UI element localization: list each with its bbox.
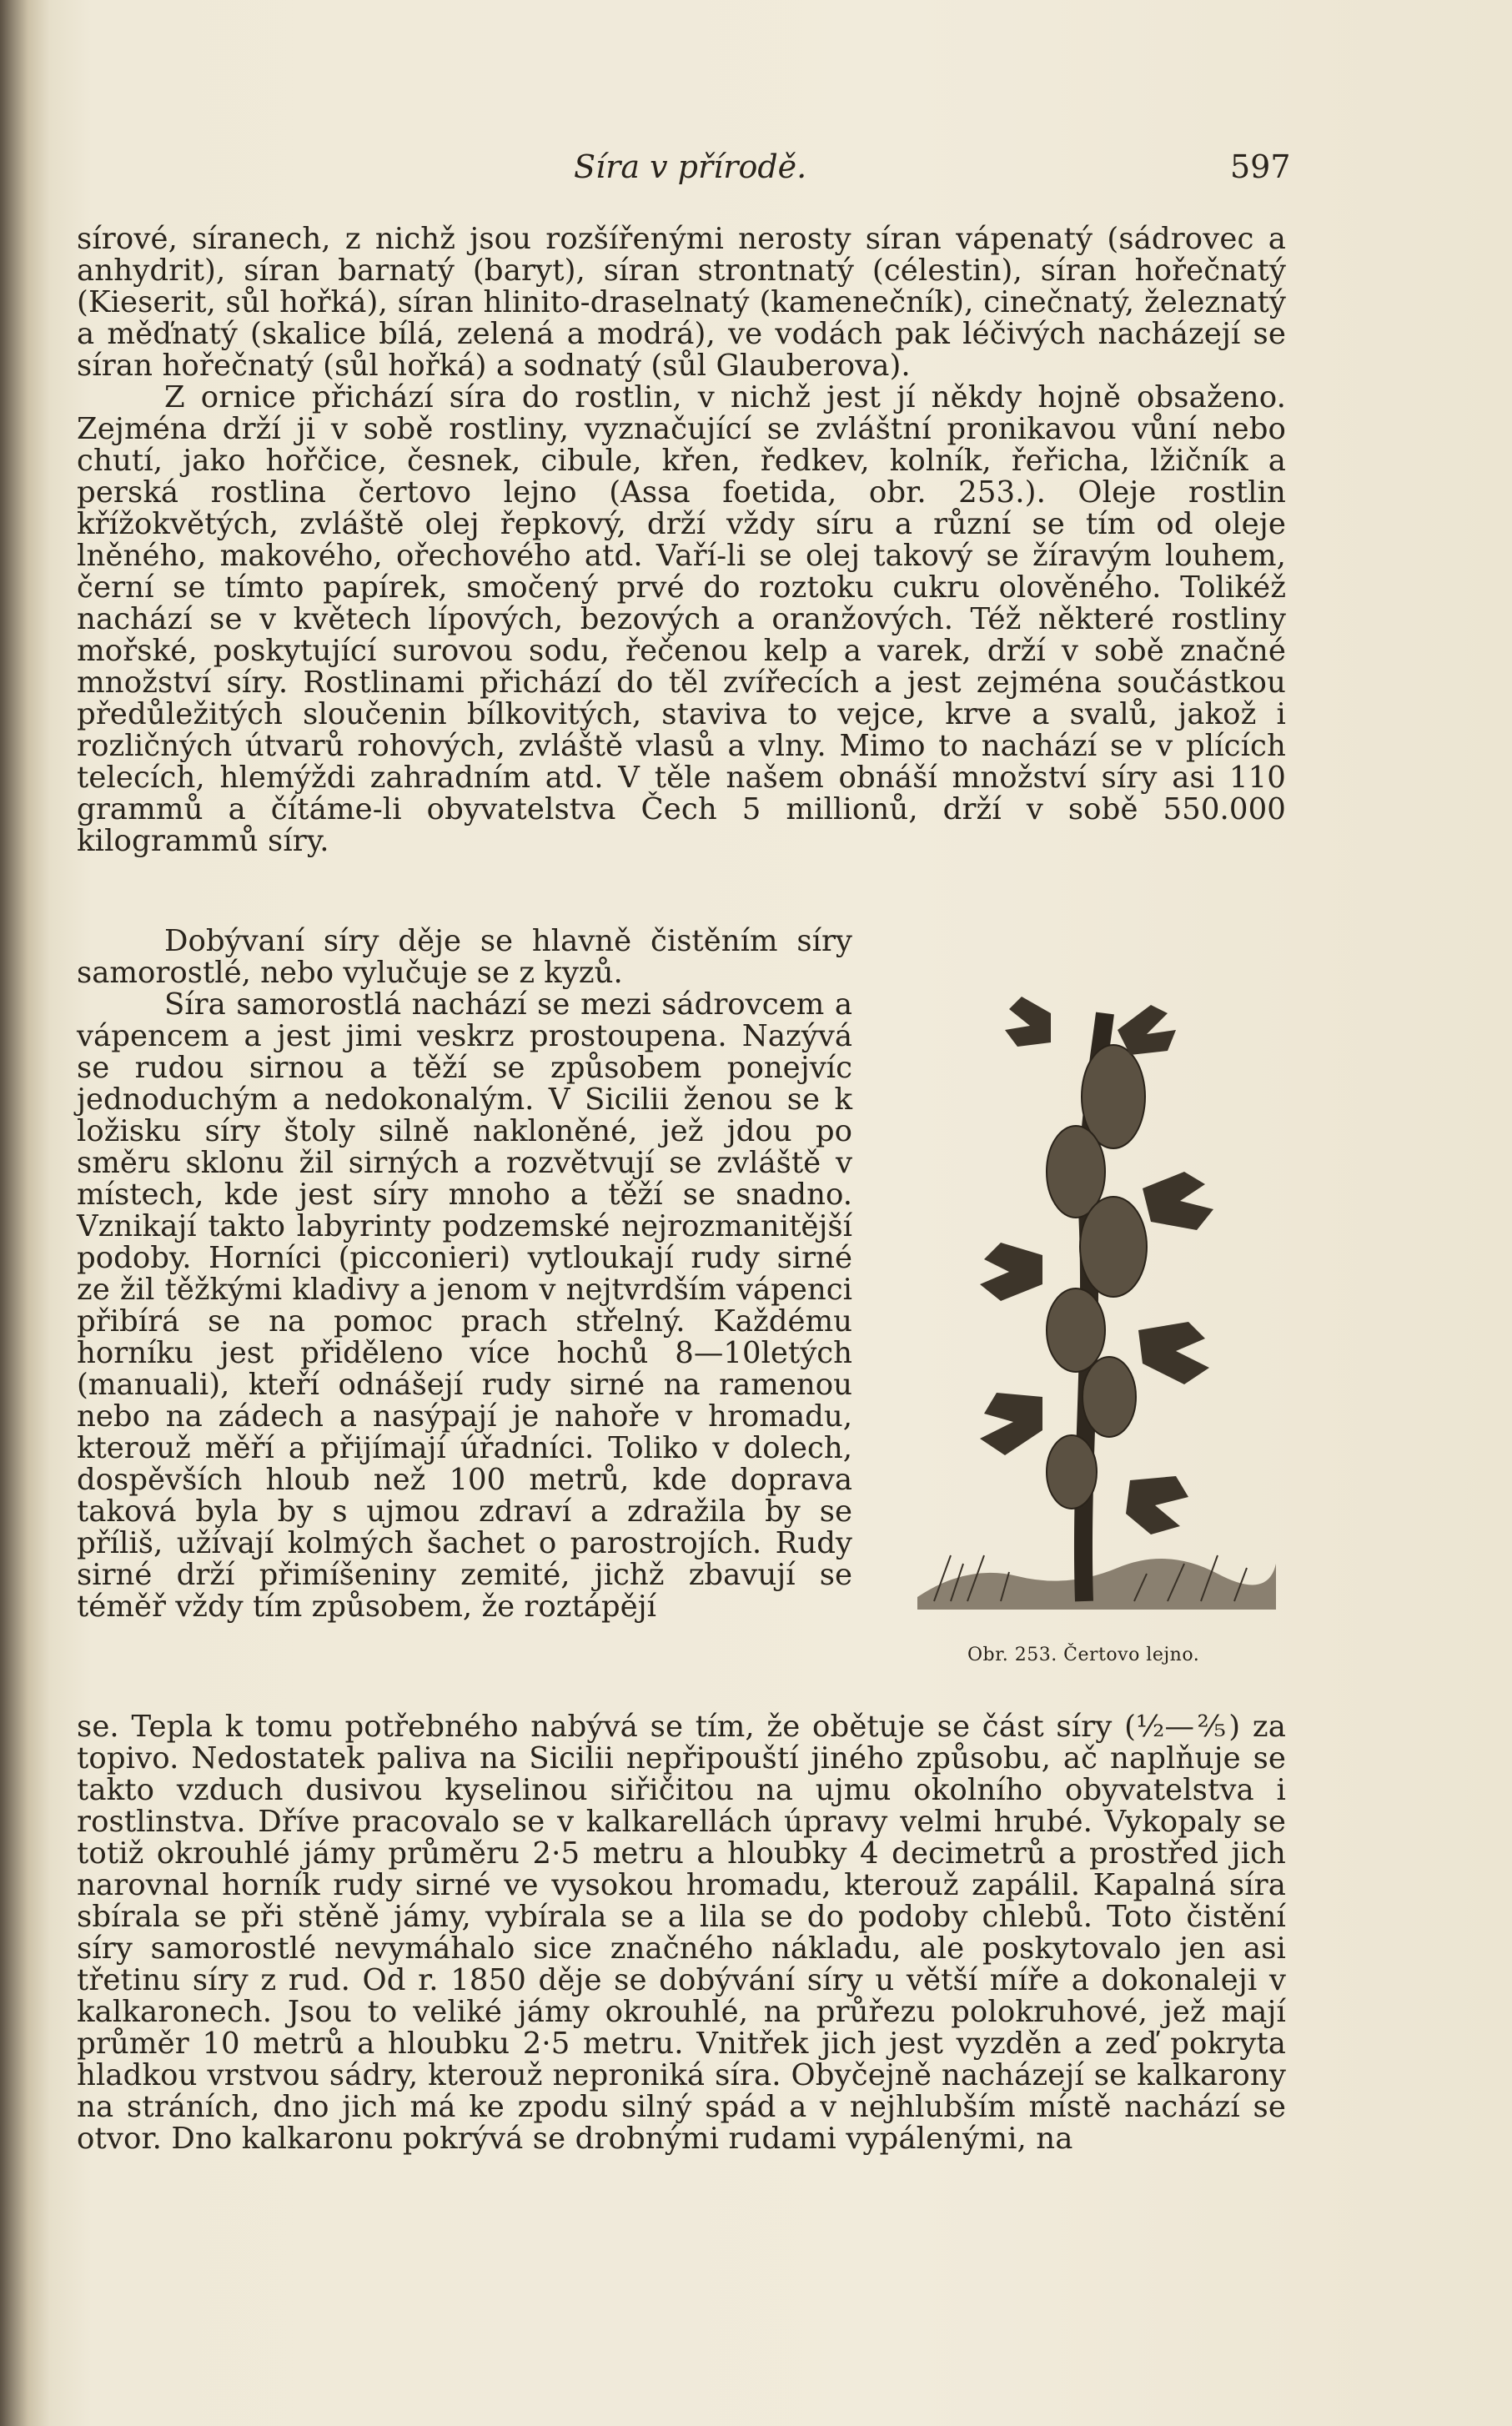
paragraph-5: se. Tepla k tomu potřebného nabývá se tím, že obětuje se část síry (½—⅖) za topivo. Nedostatek paliva na Sicilii nepřipouští jiného způsobu, ač naplňuje se takto vzduch dusivou kyselinou siřičitou na ujmu okolního obyvatelstva i rostlinstva. Dříve pracovalo se v kalkarellách úpravy velmi hrubé. Vykopaly se totiž okrouhlé jámy průměru 2·5 metru a hloubky 4 decimetrů a prostřed jich narovnal horník rudy sirné ve vysokou hromadu, kterouž zapálil. Kapalná síra sbírala se při stěně jámy, vybírala se a lila se do podoby chlebů. Toto čistění síry samorostlé nevymáhalo sice značného nákladu, ale poskytovalo jen asi třetinu síry z rud. Od r. 1850 děje se dobývání síry u větší míře a dokonaleji v kalkaronech. Jsou to veliké jámy okrouhlé, na průřezu polokruhové, jež mají průměr 10 metrů a hloubku 2·5 metru. Vnitřek jich jest vyzděn a zeď pokryta hladkou vrstvou sádry, kterouž neproniká síra. Obyčejně nacházejí se kalkarony na stráních, dno jich má ke zpodu silný spád a v nejhlubším místě nachází se otvor. Dno kalkaronu pokrývá se drobnými rudami vypálenými, na bbox=[77, 1710, 1286, 2156]
paragraph-3: Dobývaní síry děje se hlavně čistěním síry samorostlé, nebo vylučuje se z kyzů. bbox=[77, 924, 852, 990]
illustration-assa-foetida bbox=[917, 980, 1276, 1610]
body-bottom bbox=[77, 1711, 1286, 2155]
paragraph-1: sírové, síranech, z nichž jsou rozšířenými nerosty síran vápenatý (sádrovec a anhydrit), síran barnatý (baryt), síran strontnatý (célestin), síran hořečnatý (Kieserit, sůl hořká), síran hlinito-draselnatý (kamenečník), cinečnatý, železnatý a měďnatý (skalice bílá, zelená a modrá), ve vodách pak léčivých nacházejí se síran hořečnatý (sůl hořká) a sodnatý (sůl Glauberova). bbox=[77, 222, 1286, 383]
running-header-title: Síra v přírodě. bbox=[574, 148, 807, 185]
paragraph-4: Síra samorostlá nachází se mezi sádrovcem a vápencem a jest jimi veskrz prostoupena. Nazývá se rudou sirnou a těží se způsobem ponejvíc jednoduchým a nedokonalým. V Sicilii ženou se k ložisku síry štoly silně nakloněné, jež jdou po směru sklonu žil sirných a rozvětvují se zvláště v místech, kde jest síry mnoho a těží se snadno. Vznikají takto labyrinty podzemské nejrozmanitější podoby. Horníci (picconieri) vytloukají rudy sirné ze žil těžkými kladivy a jenom v nejtvrdším vápenci přibírá se na pomoc prach střelný. Každému horníku jest přiděleno více hochů 8—10letých (manuali), kteří odnášejí rudy sirné na ramenou nebo na zádech a nasýpají je nahoře v hromadu, kterouž měří a přijímají úřadníci. Toliko v dolech, dospěvších hloub než 100 metrů, kde doprava taková byla by s ujmou zdraví a zdražila by se příliš, užívají kolmých šachet o parostrojích. Rudy sirné drží přimíšeniny zemité, jichž zbavují se téměř vždy tím způsobem, že roztápějí bbox=[77, 987, 852, 1624]
figure-caption: Obr. 253. Čertovo lejno. bbox=[967, 1645, 1200, 1665]
body-top bbox=[77, 224, 1286, 857]
body-narrow bbox=[77, 926, 852, 1623]
paragraph-2: Z ornice přichází síra do rostlin, v nichž jest jí někdy hojně obsaženo. Zejména drží ji v sobě rostliny, vyznačující se zvláštní pronikavou vůní nebo chutí, jako hořčice, česnek, cibule, křen, ředkev, kolník, řeřicha, lžičník a perská rostlina čertovo lejno (Assa foetida, obr. 253.). Oleje rostlin křížokvětých, zvláště olej řepkový, drží vždy síru a různí se tím od oleje lněného, makového, ořechového atd. Vaří-li se olej takový se žíravým louhem, černí se tímto papírek, smočený prvé do roztoku cukru olověného. Tolikéž nachází se v květech lípových, bezových a oranžových. Též některé rostliny mořské, poskytující surovou sodu, řečenou kelp a varek, drží v sobě značné množství síry. Rostlinami přichází do těl zvířecích a jest zejména součástkou předůležitých sloučenin bílkovitých, staviva to vejce, krve a svalů, jakož i rozličných útvarů rohových, zvláště vlasů a vlny. Mimo to nachází se v plících telecích, hlemýždi zahradním atd. V těle našem obnáší množství síry asi 110 grammů a čítáme-li obyvatelstva Čech 5 millionů, drží v sobě 550.000 kilogrammů síry. bbox=[77, 380, 1286, 858]
page-number: 597 bbox=[1230, 148, 1291, 185]
